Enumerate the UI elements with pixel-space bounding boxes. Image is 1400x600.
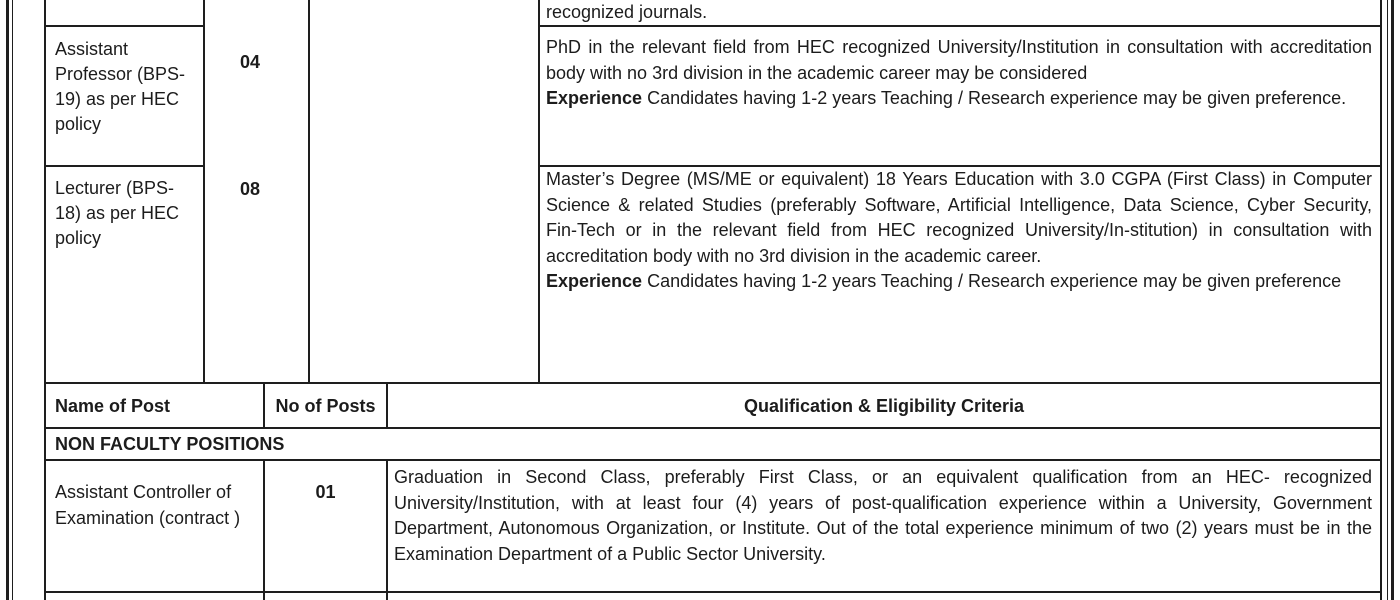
post-count-lecturer: 08 xyxy=(239,179,261,199)
outer-border-left-inner xyxy=(12,0,13,600)
column-header-name-of-post: Name of Post xyxy=(55,396,171,416)
row-separator-postcol-1 xyxy=(45,25,204,27)
table-right-border xyxy=(1380,0,1382,600)
header-bottom-border xyxy=(45,427,1381,429)
outer-border-right-inner xyxy=(1387,0,1388,600)
table-left-border xyxy=(44,0,46,600)
faculty-col-divider-2 xyxy=(308,0,310,383)
experience-label: Experience xyxy=(546,88,643,108)
section-title: NON FACULTY POSITIONS xyxy=(55,434,285,454)
qualification-text: Master’s Degree (MS/ME or equivalent) 18 Years Education with 3.0 CGPA (First Class) in Computer Science & related Studies (preferably Software, Artificial Intelligence, Data Science, Cyber Security, Fin-Tech or in the relevant field from HEC recognized University/In-stitution) in consultation with accreditation body with no 3rd division in the academic career. xyxy=(546,169,1372,266)
column-header-no-of-posts: No of Posts xyxy=(275,396,376,416)
header-top-border xyxy=(45,382,1381,384)
nonfaculty-row-bottom-border xyxy=(45,591,1381,593)
previous-row-tail-text: recognized journals. xyxy=(546,2,708,22)
post-name-assistant-controller: Assistant Controller of Examination (contract ) xyxy=(55,482,241,528)
post-name-lecturer: Lecturer (BPS-18) as per HEC policy xyxy=(55,178,180,248)
nonfaculty-col-divider-2 xyxy=(386,460,388,600)
experience-text: Candidates having 1-2 years Teaching / Research experience may be given preference. xyxy=(647,88,1347,108)
row-separator-postcol-2 xyxy=(45,165,204,167)
outer-border-right xyxy=(1391,0,1394,600)
post-count-assistant-professor: 04 xyxy=(239,52,261,72)
experience-label: Experience xyxy=(546,271,643,291)
qualification-lecturer xyxy=(546,167,1372,295)
outer-border-left xyxy=(6,0,9,600)
qualification-assistant-controller: Graduation in Second Class, preferably First Class, or an equivalent qualification from an HEC- recognized University/Institution, with at least four (4) years of post-qualification experience within a University, Government Department, Autonomous Organization, or Institute. Out of the total experience minimum of two (2) years must be in the Examination Department of a Public Sector University. xyxy=(394,467,1372,564)
column-header-criteria: Qualification & Eligibility Criteria xyxy=(743,396,1025,416)
post-name-assistant-professor: Assistant Professor (BPS-19) as per HEC policy xyxy=(55,39,186,134)
post-count-assistant-controller: 01 xyxy=(315,482,336,502)
qualification-assistant-professor xyxy=(546,35,1372,112)
faculty-col-divider-3 xyxy=(538,0,540,383)
experience-text: Candidates having 1-2 years Teaching / Research experience may be given preference xyxy=(647,271,1342,291)
qualification-text: PhD in the relevant field from HEC recognized University/Institution in consultation with accreditation body with no 3rd division in the academic career may be considered xyxy=(546,37,1372,83)
section-bottom-border xyxy=(45,459,1381,461)
